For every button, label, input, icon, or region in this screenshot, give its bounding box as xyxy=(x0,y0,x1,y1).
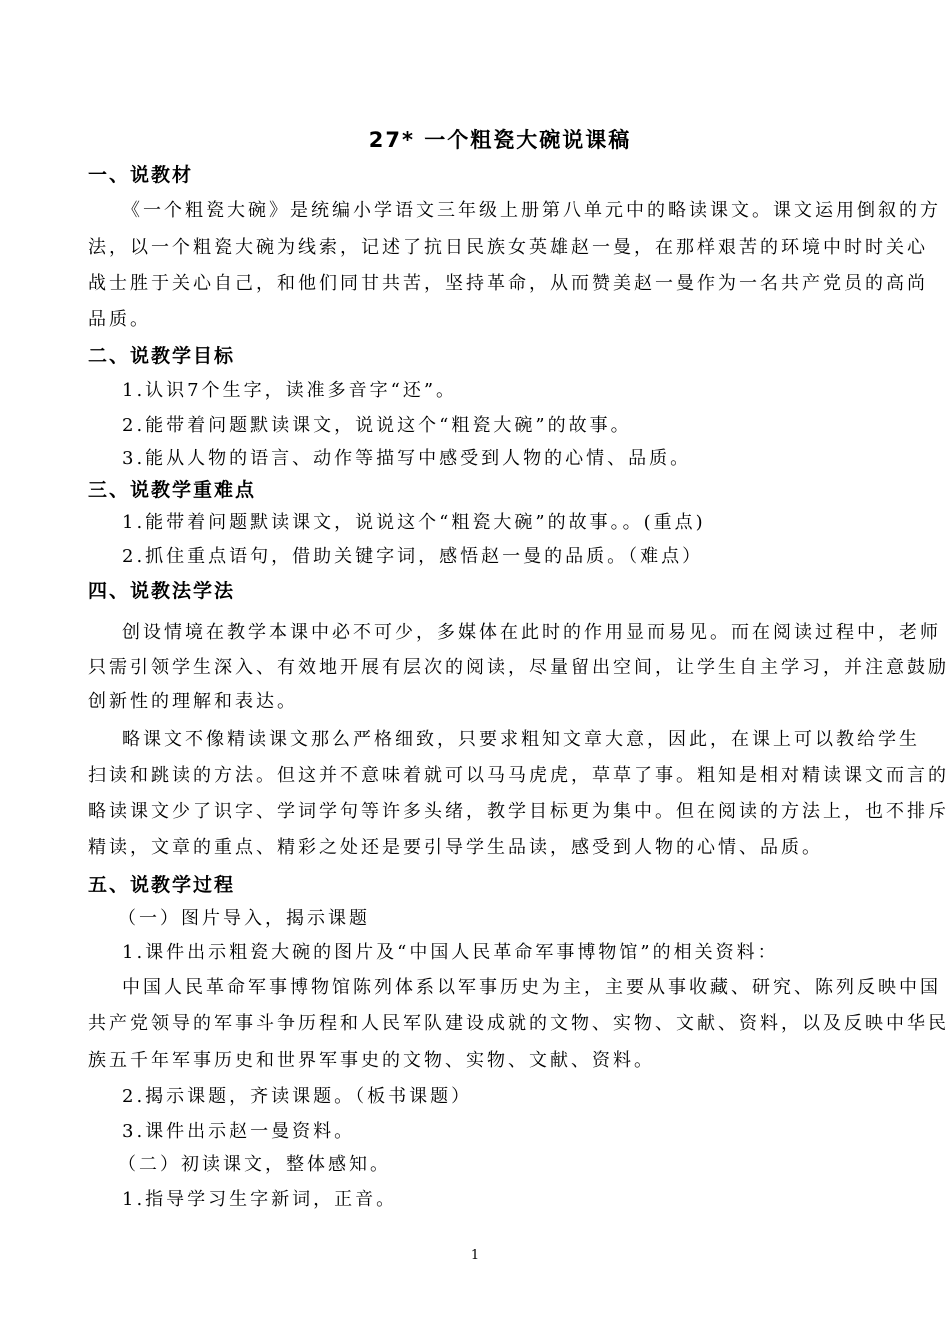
paragraph-line: 《一个粗瓷大碗》是统编小学语文三年级上册第八单元中的略读课文。课文运用倒叙的方 xyxy=(122,200,941,221)
subheading: （二）初读课文，整体感知。 xyxy=(118,1154,391,1175)
list-item: 2.抓住重点语句，借助关键字词，感悟赵一曼的品质。（难点） xyxy=(122,546,704,567)
paragraph-line: 族五千年军事历史和世界军事史的文物、实物、文献、资料。 xyxy=(88,1050,655,1071)
section-heading: 四、说教法学法 xyxy=(88,580,236,602)
list-item: 3.能从人物的语言、动作等描写中感受到人物的心情、品质。 xyxy=(122,448,692,469)
list-item: 2.能带着问题默读课文，说说这个“粗瓷大碗”的故事。 xyxy=(122,415,632,436)
paragraph-line: 略课文不像精读课文那么严格细致，只要求粗知文章大意，因此，在课上可以教给学生 xyxy=(122,729,920,750)
paragraph-line: 法，以一个粗瓷大碗为线索，记述了抗日民族女英雄赵一曼，在那样艰苦的环境中时时关心 xyxy=(88,237,928,258)
paragraph-line: 扫读和跳读的方法。但这并不意味着就可以马马虎虎，草草了事。粗知是相对精读课文而言的 xyxy=(88,765,949,786)
paragraph-line: 只需引领学生深入、有效地开展有层次的阅读，尽量留出空间，让学生自主学习，并注意鼓励 xyxy=(88,657,949,678)
list-item: 3.课件出示赵一曼资料。 xyxy=(122,1121,356,1142)
paragraph-line: 略读课文少了识字、学词学句等许多头绪，教学目标更为集中。但在阅读的方法上，也不排斥 xyxy=(88,801,949,822)
list-item: 1.课件出示粗瓷大碗的图片及“中国人民革命军事博物馆”的相关资料： xyxy=(122,942,779,963)
section-heading: 三、说教学重难点 xyxy=(88,479,257,501)
page-number: 1 xyxy=(470,1248,480,1263)
section-heading: 一、说教材 xyxy=(88,164,194,186)
subheading: （一）图片导入，揭示课题 xyxy=(118,908,370,929)
paragraph-line: 创设情境在教学本课中必不可少，多媒体在此时的作用显而易见。而在阅读过程中，老师 xyxy=(122,622,941,643)
list-item: 1.指导学习生字新词，正音。 xyxy=(122,1189,398,1210)
section-heading: 二、说教学目标 xyxy=(88,345,236,367)
list-item: 1.认识7个生字，读准多音字“还”。 xyxy=(122,380,458,401)
paragraph-line: 共产党领导的军事斗争历程和人民军队建设成就的文物、实物、文献、资料，以及反映中华民 xyxy=(88,1013,949,1034)
list-item: 2.揭示课题，齐读课题。（板书课题） xyxy=(122,1086,473,1107)
paragraph-line: 中国人民革命军事博物馆陈列体系以军事历史为主，主要从事收藏、研究、陈列反映中国 xyxy=(122,977,941,998)
paragraph-line: 战士胜于关心自己，和他们同甘共苦，坚持革命，从而赞美赵一曼作为一名共产党员的高尚 xyxy=(88,273,928,294)
list-item: 1.能带着问题默读课文，说说这个“粗瓷大碗”的故事。。(重点) xyxy=(122,512,706,533)
paragraph-line: 精读，文章的重点、精彩之处还是要引导学生品读，感受到人物的心情、品质。 xyxy=(88,837,823,858)
document-title: 27* 一个粗瓷大碗说课稿 xyxy=(368,128,632,152)
paragraph-line: 品质。 xyxy=(88,309,151,330)
section-heading: 五、说教学过程 xyxy=(88,874,236,896)
paragraph-line: 创新性的理解和表达。 xyxy=(88,691,298,712)
